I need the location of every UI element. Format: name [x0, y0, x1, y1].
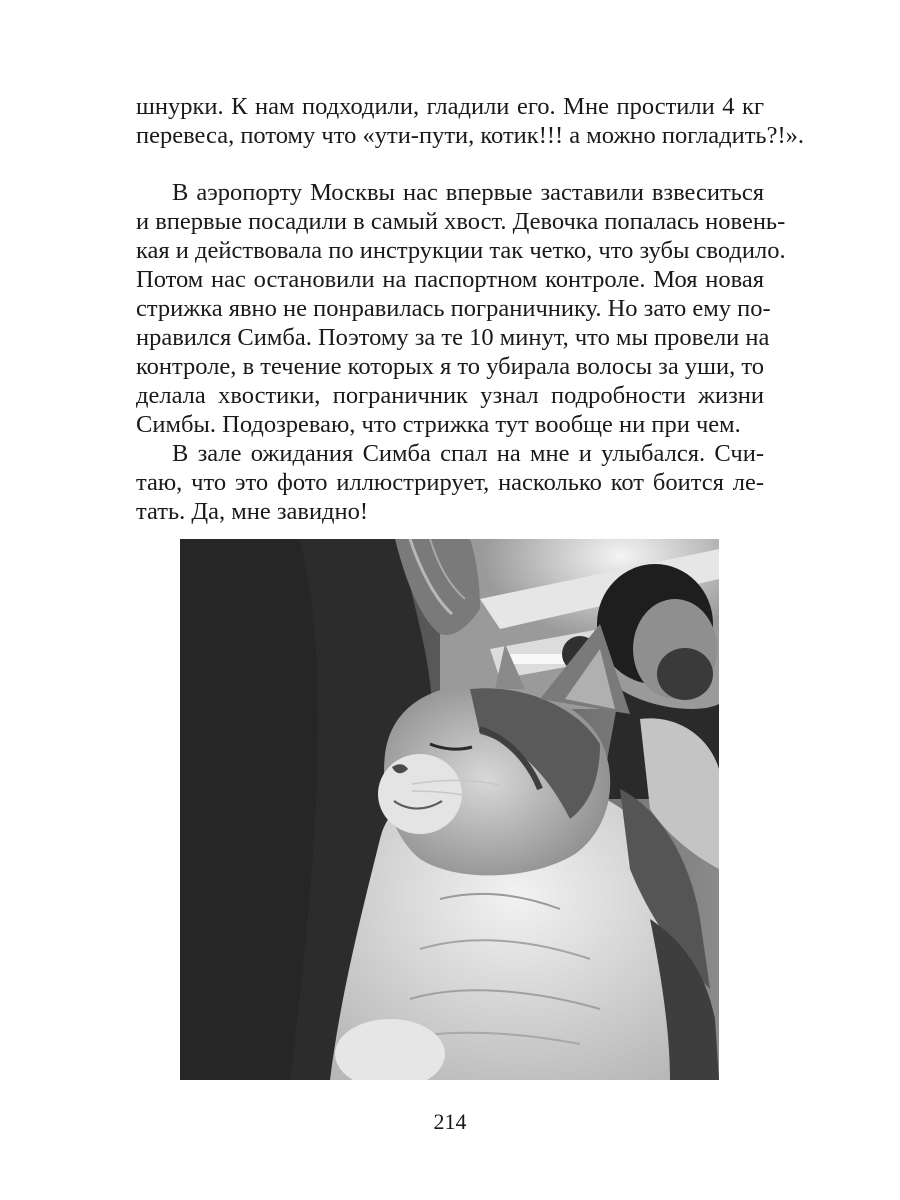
text-line: кая и действовала по инструкции так четко, что зубы сводило.: [136, 237, 786, 264]
cat-photo: [180, 539, 719, 1080]
text-line: тать. Да, мне завидно!: [136, 498, 369, 525]
text-line: нравился Симба. Поэтому за те 10 минут, что мы провели на: [136, 324, 770, 351]
text-line: таю, что это фото иллюстрирует, насколько кот боится ле-: [136, 469, 764, 496]
page-number: 214: [433, 1109, 467, 1134]
text-line: перевеса, потому что «ути-пути, котик!!! а можно погладить?!».: [136, 122, 804, 149]
paragraph-first-line: В зале ожидания Симба спал на мне и улыбался. Счи-: [172, 440, 764, 467]
paragraph-first-line: В аэропорту Москвы нас впервые заставили взвеситься: [172, 179, 764, 206]
text-line: Симбы. Подозреваю, что стрижка тут вообще ни при чем.: [136, 411, 741, 438]
cat-photo-illustration: [180, 539, 719, 1080]
text-line: стрижка явно не понравилась пограничнику. Но зато ему по-: [136, 295, 771, 322]
text-line: контроле, в течение которых я то убирала волосы за уши, то: [136, 353, 764, 380]
text-line: делала хвостики, пограничник узнал подробности жизни: [136, 382, 764, 409]
text-line: Потом нас остановили на паспортном контроле. Моя новая: [136, 266, 764, 293]
text-line: и впервые посадили в самый хвост. Девочка попалась новень-: [136, 208, 786, 235]
text-line: шнурки. К нам подходили, гладили его. Мне простили 4 кг: [136, 93, 764, 120]
